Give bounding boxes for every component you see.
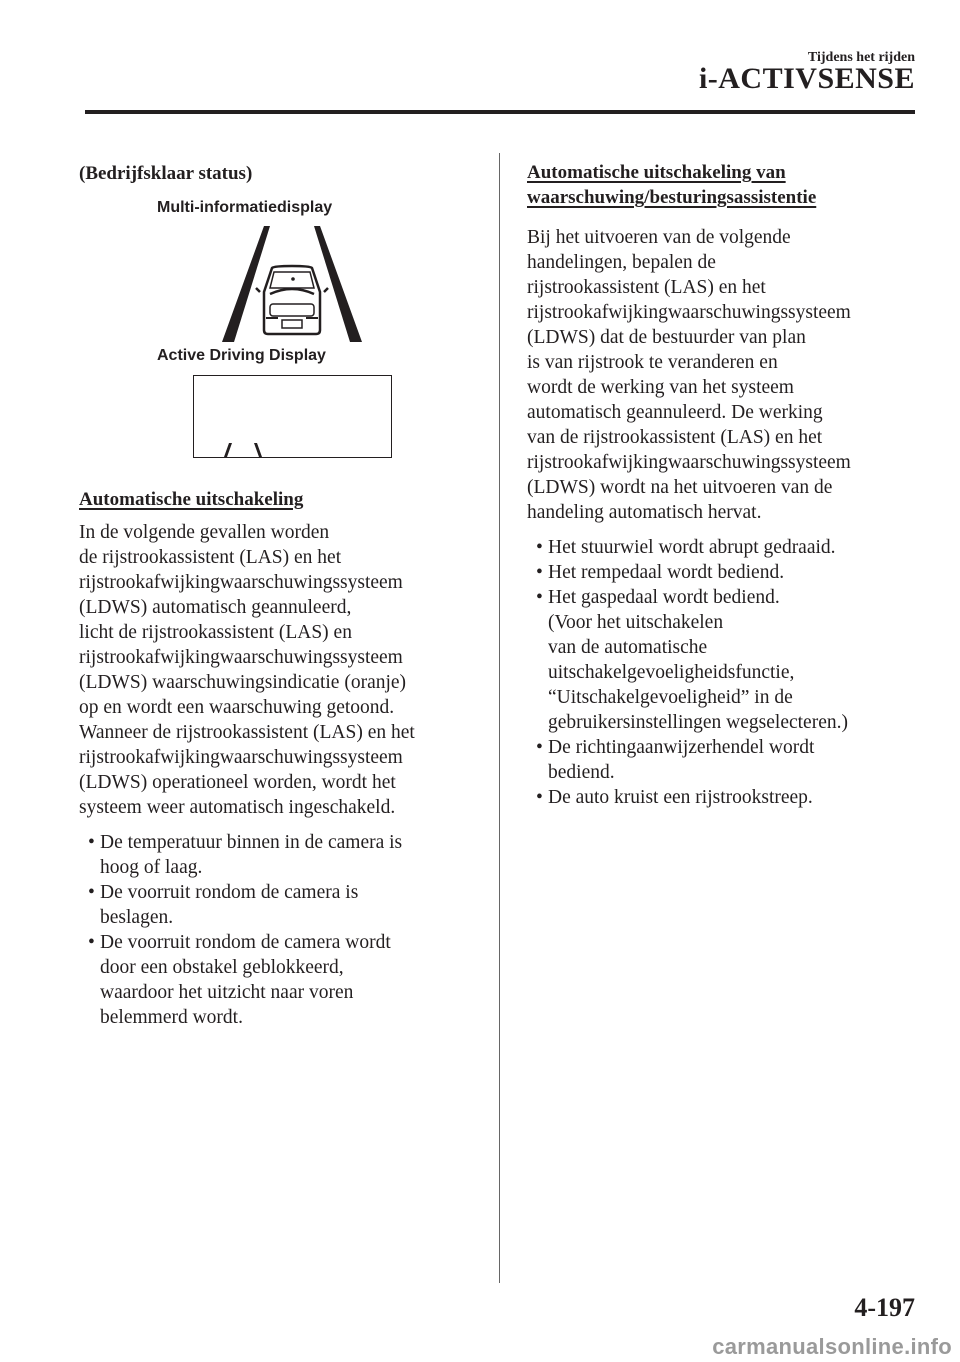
- section-heading-auto-off: Automatische uitschakeling: [79, 489, 304, 510]
- list-item: • De voorruit rondom de camera is beslagen.: [88, 882, 359, 928]
- list-item: • Het gaspedaal wordt bediend. (Voor het uitschakelen van de automatische uitschakelgevoeligheidsfunctie, “Uitschakelgevoeligheid” in de gebruikersinstellingen wegselecteren.): [536, 587, 848, 733]
- header-rule: [85, 110, 915, 114]
- right-column: [527, 160, 919, 810]
- active-driving-display-label: Active Driving Display: [157, 347, 326, 364]
- list-item: • Het rempedaal wordt bediend.: [536, 562, 785, 583]
- list-item: • De temperatuur binnen in de camera is hoog of laag.: [88, 832, 403, 878]
- left-paragraph: In de volgende gevallen worden de rijstrookassistent (LAS) en het rijstrookafwijkingwaarschuwingssysteem (LDWS) automatisch geannuleerd, licht de rijstrookassistent (LAS) en rijstrookafwijkingwaarschuwingssysteem (LDWS) waarschuwingsindicatie (oranje) op en wordt een waarschuwing getoond. Wanneer de rijstrookassistent (LAS) en het rijstrookafwijkingwaarschuwingssysteem (LDWS) operationeel worden, wordt het systeem weer automatisch ingeschakeld.: [79, 522, 415, 818]
- left-bullet-list: [79, 830, 471, 1030]
- lane-car-illustration: [220, 222, 365, 344]
- status-heading: (Bedrijfsklaar status): [79, 163, 253, 184]
- watermark: carmanualsonline.info: [712, 1334, 952, 1359]
- adu-lane-lines-icon: [222, 441, 266, 459]
- section-heading-warning-assist-off: Automatische uitschakeling van waarschuwing/besturingsassistentie: [527, 162, 817, 208]
- right-bullet-list: [527, 535, 919, 810]
- list-item: • Het stuurwiel wordt abrupt gedraaid.: [536, 537, 836, 558]
- list-item: • De richtingaanwijzerhendel wordt bediend.: [536, 737, 815, 783]
- list-item: • De voorruit rondom de camera wordt door een obstakel geblokkeerd, waardoor het uitzicht naar voren belemmerd wordt.: [88, 932, 391, 1028]
- running-header-chapter: i-ACTIVSENSE: [698, 62, 915, 95]
- running-header-section: Tijdens het rijden: [807, 50, 915, 65]
- page-number: 4-197: [854, 1293, 915, 1322]
- car-rear-icon: [256, 266, 328, 334]
- column-divider: [499, 153, 500, 1283]
- right-paragraph: Bij het uitvoeren van de volgende handelingen, bepalen de rijstrookassistent (LAS) en het rijstrookafwijkingwaarschuwingssysteem (LDWS) dat de bestuurder van plan is van rijstrook te veranderen en wordt de werking van het systeem automatisch geannuleerd. De werking van de rijstrookassistent (LAS) en het rijstrookafwijkingwaarschuwingssysteem (LDWS) wordt na het uitvoeren van de handeling automatisch hervat.: [527, 227, 851, 523]
- multi-info-display-label: Multi-informatiedisplay: [157, 199, 333, 216]
- list-item: • De auto kruist een rijstrookstreep.: [536, 787, 813, 808]
